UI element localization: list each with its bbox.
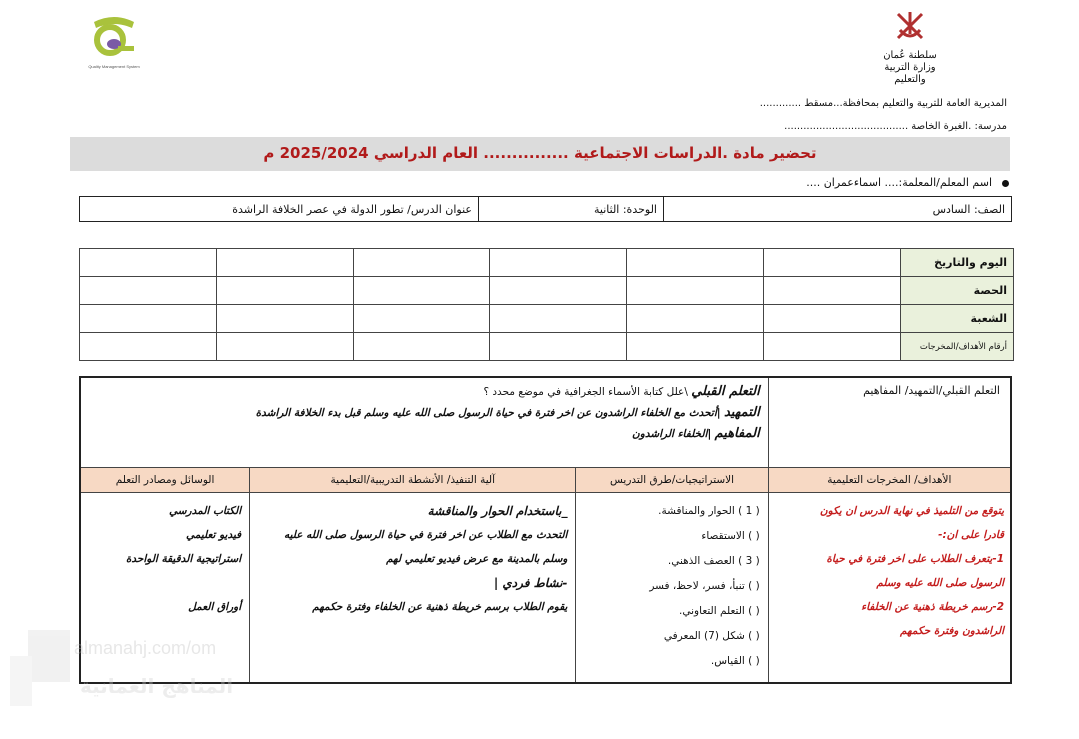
table-row (80, 277, 1014, 305)
schedule-cell[interactable] (80, 333, 217, 361)
teacher-name: اسم المعلم/المعلمة:.... اسماءعمران .... (806, 176, 992, 189)
schedule-cell[interactable] (353, 249, 490, 277)
schedule-cell[interactable] (216, 277, 353, 305)
intro-content-cell (80, 377, 768, 467)
objectives-cell (768, 492, 1011, 683)
watermark (10, 630, 240, 710)
ministry-line1: سلطنة عُمان (883, 50, 937, 61)
concepts-text: |الخلفاء الراشدون (632, 428, 712, 440)
list-item: ( ) شكل (7) المعرفي (663, 629, 760, 642)
concepts-line (89, 426, 760, 441)
list-item: 2-رسم خريطة ذهنية عن الخلفاء (861, 600, 1004, 613)
school-line: مدرسة: .الغبرة الخاصة ....................................... (784, 121, 1007, 132)
prior-learning-title: التعلم القبلي (691, 384, 760, 399)
list-item: 1-يتعرف الطلاب على اخر فترة في حياة (826, 552, 1004, 565)
row-label-day-date: اليوم والتاريخ (901, 249, 1014, 277)
list-item: أوراق العمل (188, 600, 242, 613)
quality-logo (74, 14, 154, 69)
unit-cell: الوحدة: الثانية (479, 197, 664, 222)
schedule-cell[interactable] (490, 249, 627, 277)
teacher-line (806, 176, 1009, 189)
schedule-cell[interactable] (353, 277, 490, 305)
schedule-table (79, 248, 1014, 361)
schedule-cell[interactable] (80, 277, 217, 305)
schedule-cell[interactable] (764, 249, 901, 277)
table-row (80, 305, 1014, 333)
schedule-cell[interactable] (353, 333, 490, 361)
prior-learning-line (89, 384, 760, 399)
strategies-header: الاستراتيجيات/طرق التدريس (576, 467, 768, 492)
schedule-cell[interactable] (764, 277, 901, 305)
list-item: ( 1 ) الحوار والمناقشة. (658, 504, 760, 517)
watermark-arabic: المناهج العمانية (80, 674, 234, 698)
list-item: يقوم الطلاب برسم خريطة ذهنية عن الخلفاء وفترة حكمهم (312, 600, 568, 613)
schedule-cell[interactable] (627, 305, 764, 333)
warmup-title: التمهيد (723, 405, 760, 420)
directorate-line: المديرية العامة للتربية والتعليم بمحافظة...مسقط ............. (759, 98, 1007, 109)
schedule-cell[interactable] (216, 305, 353, 333)
list-item: -نشاط فردي | (493, 575, 568, 590)
schedule-cell[interactable] (353, 305, 490, 333)
grade-cell: الصف: السادس (664, 197, 1012, 222)
schedule-cell[interactable] (627, 249, 764, 277)
schedule-cell[interactable] (490, 333, 627, 361)
list-item: فيديو تعليمي (186, 528, 242, 541)
list-item: الكتاب المدرسي (169, 504, 242, 517)
schedule-cell[interactable] (490, 305, 627, 333)
list-item: التحدث مع الطلاب عن اخر فترة في حياة الرسول صلى الله عليه (283, 528, 568, 541)
lesson-info-table (79, 196, 1012, 222)
schedule-cell[interactable] (80, 305, 217, 333)
ministry-emblem (868, 8, 952, 85)
list-item: ( ) القياس. (710, 654, 760, 667)
resources-header: الوسائل ومصادر التعلم (80, 467, 250, 492)
list-item: الرسول صلى الله عليه وسلم (876, 576, 1004, 589)
watermark-url: almanahj.com/om (74, 638, 217, 658)
schedule-cell[interactable] (764, 333, 901, 361)
mechanism-cell (250, 492, 576, 683)
table-row (80, 249, 1014, 277)
schedule-cell[interactable] (490, 277, 627, 305)
list-item: _باستخدام الحوار والمناقشة (427, 503, 568, 518)
list-item: يتوقع من التلميذ في نهاية الدرس ان يكون (819, 504, 1004, 517)
row-label-section: الشعبة (901, 305, 1014, 333)
concepts-title: المفاهيم (714, 426, 760, 441)
schedule-cell[interactable] (627, 277, 764, 305)
lesson-title: عنوان الدرس/ تطور الدولة في عصر الخلافة الراشدة (80, 197, 479, 222)
list-item (89, 571, 241, 595)
list-item: استراتيجية الدقيقة الواحدة (125, 552, 242, 565)
bullet-icon (1002, 180, 1009, 187)
warmup-text: |أتحدث مع الخلفاء الراشدون عن اخر فترة في حياة الرسول صلى الله عليه وسلم قبل بدء الخلافة الراشدة (255, 407, 721, 419)
schedule-cell[interactable] (216, 249, 353, 277)
list-item: ( ) تنبأ، فسر، لاحظ، فسر (649, 579, 760, 592)
warmup-line (89, 405, 760, 420)
ministry-line2: وزارة التربية والتعليم (884, 62, 936, 85)
list-item: ( 3 ) العصف الذهني. (667, 554, 760, 567)
intro-label: التعلم القبلي/التمهيد/ المفاهيم (768, 377, 1011, 467)
strategies-cell (576, 492, 768, 683)
list-item: الراشدون وفترة حكمهم (900, 624, 1004, 637)
title-banner (70, 137, 1010, 171)
schedule-cell[interactable] (216, 333, 353, 361)
table-row (80, 333, 1014, 361)
row-label-objective-numbers: أرقام الأهداف/المخرجات (901, 333, 1014, 361)
objectives-header: الأهداف/ المخرجات التعليمية (768, 467, 1011, 492)
prior-learning-text: \علل كتابة الأسماء الجغرافية في موضع محدد ؟ (483, 386, 688, 398)
list-item: ( ) الاستقصاء (701, 529, 760, 542)
row-label-period: الحصة (901, 277, 1014, 305)
schedule-cell[interactable] (764, 305, 901, 333)
schedule-cell[interactable] (627, 333, 764, 361)
banner-title: تحضير مادة .الدراسات الاجتماعية ............... العام الدراسي 2025/2024 م (263, 144, 817, 162)
quality-logo-caption: Quality Management System (88, 64, 140, 69)
list-item: وسلم بالمدينة مع عرض فيديو تعليمي لهم (386, 552, 568, 565)
list-item: قادرا على ان:- (938, 528, 1004, 541)
list-item: ( ) التعلم التعاوني. (679, 604, 760, 617)
mechanism-header: آلية التنفيذ/ الأنشطة التدريبية/التعليمية (250, 467, 576, 492)
schedule-cell[interactable] (80, 249, 217, 277)
